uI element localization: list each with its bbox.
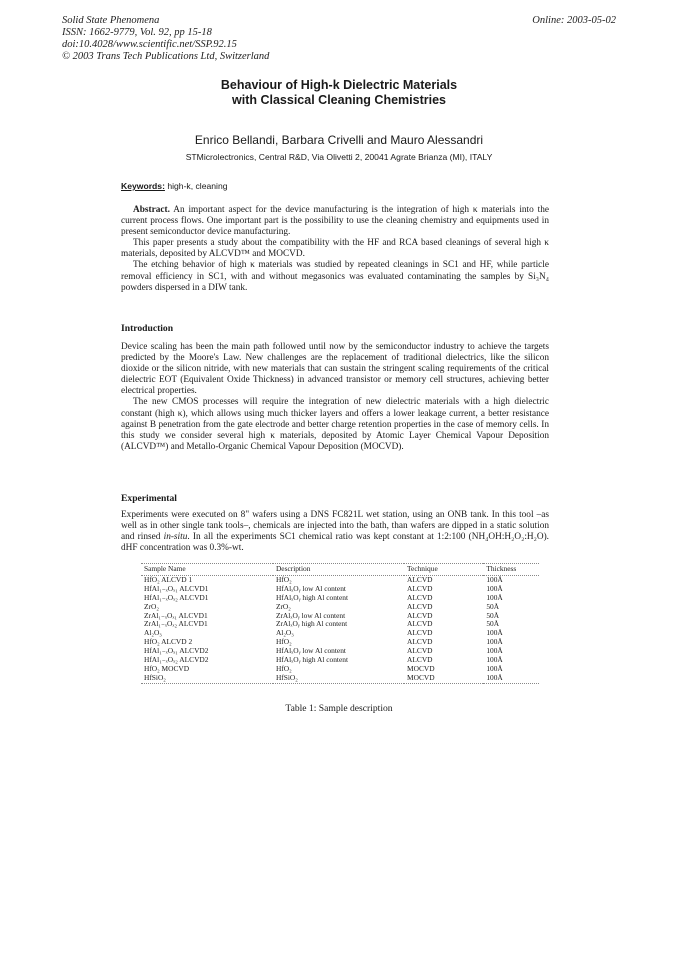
table-cell: 100Å	[486, 655, 503, 665]
table-cell: ALCVD	[407, 583, 433, 593]
experimental-heading: Experimental	[121, 493, 177, 504]
abstract-paragraph-3: The etching behavior of high κ materials was studied by repeated cleanings in SC1 and HF, while particle removal efficiency in SC1, with and without megasonics was evaluated contaminating the samples by Si₃N₄ powders dispersed in a DIW tank.	[121, 260, 549, 293]
table-cell: HfSiO₂	[141, 674, 273, 683]
introduction-heading: Introduction	[121, 323, 174, 334]
keywords-label: Keywords:	[121, 181, 165, 191]
table-cell: ALCVD	[407, 619, 433, 629]
table-cell: HfO₂	[275, 663, 292, 673]
table-row	[141, 674, 539, 683]
table-cell: HfSiO₂	[273, 674, 404, 683]
table-cell: 100Å	[486, 637, 503, 647]
table-cell: HfAl₁₋ₓOₓ₁ ALCVD1	[144, 583, 209, 593]
journal-doi: doi:10.4028/www.scientific.net/SSP.92.15	[62, 39, 237, 50]
table-cell: 100Å	[486, 628, 503, 638]
table-cell: HfO₂	[275, 574, 292, 584]
table-cell: HfAlₓOᵧ low Al content	[275, 583, 346, 593]
table-row	[141, 620, 539, 629]
table-header-cell: Thickness	[483, 564, 539, 576]
table-cell: HfAl₁₋ₓOₓ₂ ALCVD2	[144, 655, 209, 665]
introduction-paragraph-2: The new CMOS processes will require the integration of new dielectric materials with a high dielectric constant (high κ), which allows using much thicker layers and offers a lower leakage current, a better resistance against B penetration from the gate electrode and better charge retention properties in the case of memory cells. In this study we consider several high κ materials, deposited by Atomic Layer Chemical Vapour Deposition (ALCVD™) and Metallo-Organic Chemical Vapour Deposition (MOCVD).	[121, 397, 549, 452]
authors: Enrico Bellandi, Barbara Crivelli and Mauro Alessandri	[194, 133, 484, 147]
table-row	[141, 665, 539, 674]
abstract-label: Abstract.	[133, 205, 170, 215]
table-header-row	[141, 564, 539, 576]
abstract	[121, 205, 549, 294]
journal-issn: ISSN: 1662-9779, Vol. 92, pp 15-18	[62, 27, 212, 38]
table-cell: ZrO₂	[144, 601, 159, 611]
table-cell: ALCVD	[407, 646, 433, 656]
table-cell: 50Å	[486, 619, 500, 629]
table-cell: 100Å	[486, 574, 503, 584]
table-body	[141, 575, 539, 683]
table-cell: 100Å	[486, 663, 503, 673]
table-header-cell: Description	[273, 564, 404, 576]
table-cell: ALCVD	[407, 601, 433, 611]
table-cell: ZrO₂	[275, 601, 291, 611]
table-cell: ZrAlₓOᵧ high Al content	[275, 619, 348, 629]
table-cell: ZrAl₁₋ₓOₓ₁ ALCVD1	[144, 610, 208, 620]
affiliation: STMicrolectronics, Central R&D, Via Olivetti 2, 20041 Agrate Brianza (MI), ITALY	[185, 152, 493, 162]
introduction-paragraph-1: Device scaling has been the main path followed until now by the semiconductor industry to achieve the targets predicted by the Moore's Law. New challenges are the replacement of traditional dielectrics, like the silicon dioxide or the silicon nitride, with new materials that can sustain the stringent scaling requirements of the critical dielectric EOT (Equivalent Oxide Thickness) in advanced transistor or memory cell structures, achieving better electrical properties.	[121, 342, 549, 397]
table-cell: ALCVD	[407, 610, 433, 620]
table-header-cell: Sample Name	[141, 564, 273, 576]
experimental-text-a: Experiments were executed on 8" wafers using a DNS FC821L wet station, using an ONB tank. In this tool –as well as in other single tank tools–, chemicals are injected into the bath, than wafers are dipped in a static solution and rinsed	[121, 510, 549, 543]
table-cell: 100Å	[486, 592, 503, 602]
table-row	[141, 656, 539, 665]
table-cell: HfAl₁₋ₓOₓ₁ ALCVD2	[144, 646, 209, 656]
experimental-text-italic: in-situ	[163, 532, 188, 543]
table-cell: HfAlₓOᵧ low Al content	[275, 646, 346, 656]
keywords-line	[121, 181, 228, 191]
table-cell: Al₂O₃	[275, 628, 294, 638]
table-row	[141, 594, 539, 603]
journal-copyright: © 2003 Trans Tech Publications Ltd, Switzerland	[62, 51, 270, 62]
experimental-body	[121, 510, 549, 554]
table-cell: ZrAlₓOᵧ low Al content	[275, 610, 346, 620]
table-cell: HfO₂ ALCVD 1	[144, 574, 193, 584]
table-cell: HfO₂ MOCVD	[144, 663, 190, 673]
paper-title-line2: with Classical Cleaning Chemistries	[232, 93, 446, 107]
table-row	[141, 629, 539, 638]
table-cell: 50Å	[486, 610, 500, 620]
table-cell: HfAl₁₋ₓOₓ₂ ALCVD1	[144, 592, 209, 602]
journal-header	[62, 15, 269, 63]
table-cell: Al₂O₃	[144, 628, 162, 638]
table-cell: MOCVD	[404, 674, 483, 683]
table-cell: ALCVD	[407, 592, 433, 602]
table-caption: Table 1: Sample description	[285, 703, 393, 714]
table-cell: ALCVD	[407, 574, 433, 584]
table-cell: 50Å	[486, 601, 500, 611]
abstract-paragraph-2: This paper presents a study about the compatibility with the HF and RCA based cleanings of several high κ materials, deposited by ALCVD™ and MOCVD.	[121, 238, 549, 260]
table-cell: 100Å	[486, 583, 503, 593]
paper-title	[0, 78, 678, 108]
keywords-text: high-k, cleaning	[164, 181, 228, 191]
table-cell: HfO₂	[275, 637, 292, 647]
table-cell: ZrAl₁₋ₓOₓ₂ ALCVD1	[144, 619, 208, 629]
experimental-text-b: . In all the experiments SC1 chemical ratio was kept constant at 1:2:100 (NH₄OH:H₂O₂:H₂O). dHF concentration was 0.3%-wt.	[121, 532, 550, 554]
sample-table	[141, 563, 539, 684]
table-header-cell: Technique	[404, 564, 483, 576]
table-cell: ALCVD	[407, 655, 433, 665]
table-cell: HfO₂ ALCVD 2	[144, 637, 193, 647]
table-cell: ALCVD	[407, 628, 433, 638]
table-cell: HfAlₓOᵧ high Al content	[275, 655, 349, 665]
table-cell: MOCVD	[407, 663, 435, 673]
introduction-body	[121, 342, 549, 453]
table-cell: HfAlₓOᵧ high Al content	[275, 592, 349, 602]
experimental-paragraph-1	[121, 510, 549, 554]
abstract-paragraph-1: An important aspect for the device manufacturing is the integration of high κ materials into the current process flows. One important part is the possibility to use the cleaning chemistry and equipments used in present semiconductor device manufacturing.	[121, 205, 549, 238]
online-date: Online: 2003-05-02	[532, 15, 616, 26]
paper-title-line1: Behaviour of High-k Dielectric Materials	[220, 78, 458, 92]
table-cell: 100Å	[483, 674, 539, 683]
table-cell: ALCVD	[407, 637, 433, 647]
table-cell: 100Å	[486, 646, 503, 656]
journal-name: Solid State Phenomena	[62, 15, 160, 26]
